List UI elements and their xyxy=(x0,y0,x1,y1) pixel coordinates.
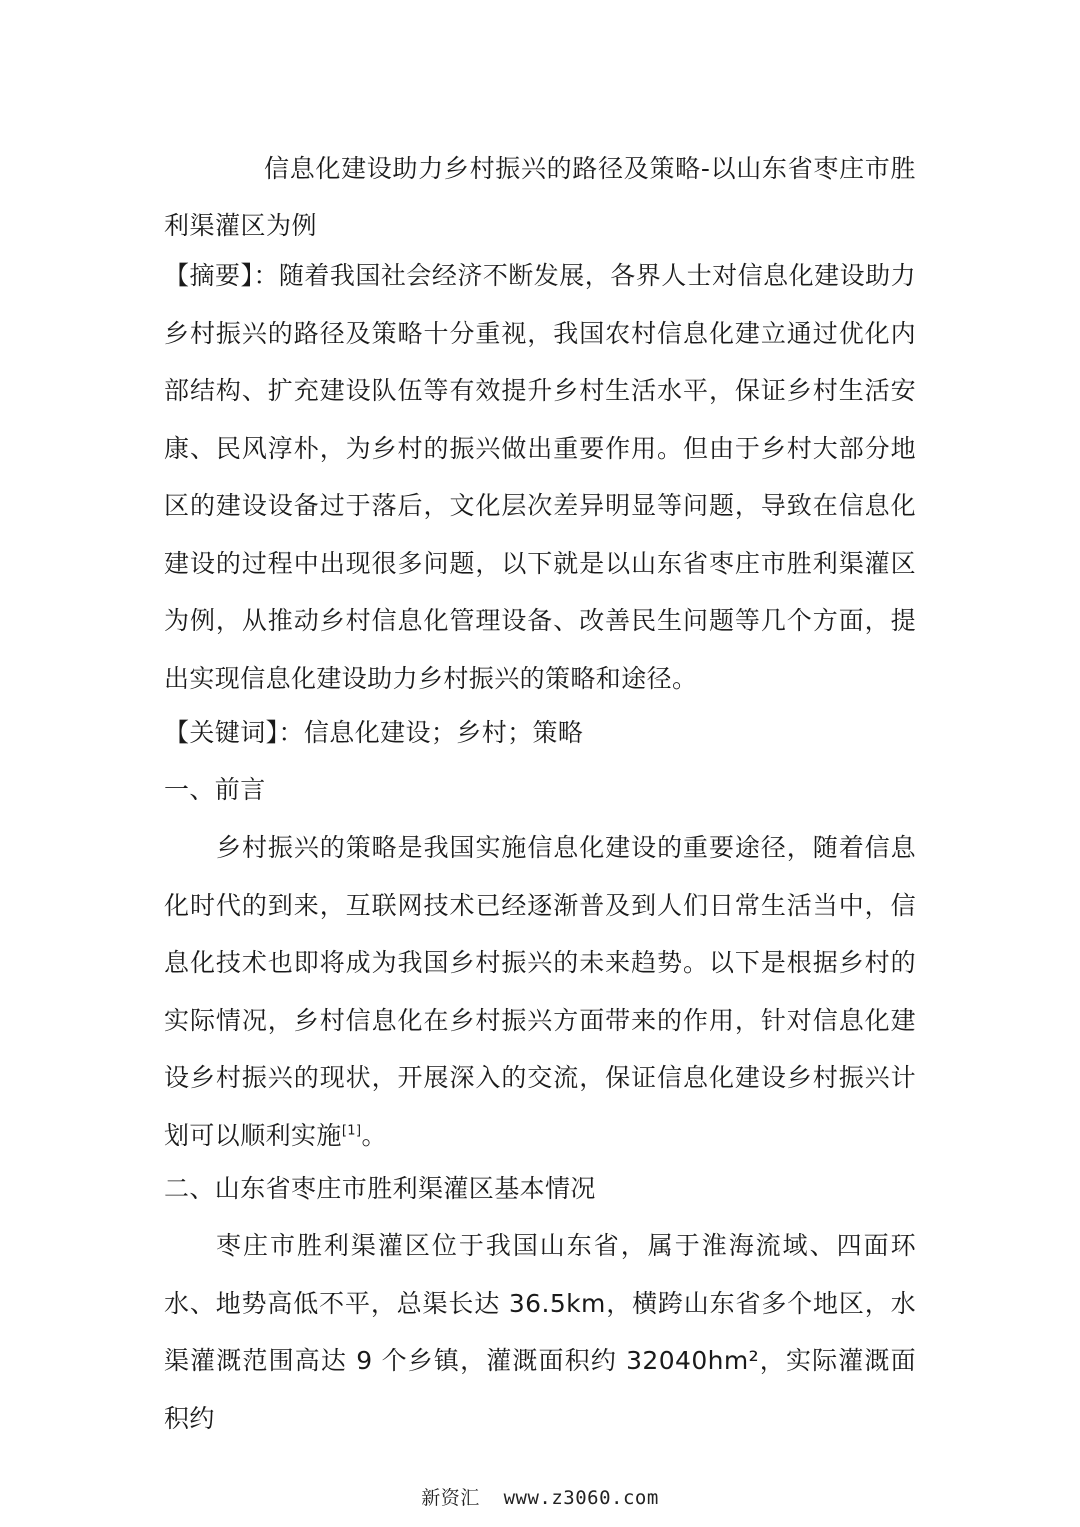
page-footer xyxy=(0,1483,1080,1510)
footer-brand: 新资汇 xyxy=(421,1487,480,1509)
basic-info-paragraph: 枣庄市胜利渠灌区位于我国山东省，属于淮海流域、四面环水、地势高低不平，总渠长达 36.5km，横跨山东省多个地区，水渠灌溉范围高达 9 个乡镇，灌溉面积约 32040hm²，实际灌溉面积约 xyxy=(164,1231,916,1433)
section-heading-basic-info: 二、山东省枣庄市胜利渠灌区基本情况 xyxy=(164,1174,596,1203)
footer-url[interactable]: www.z3060.com xyxy=(503,1487,659,1509)
preface-text: 乡村振兴的策略是我国实施信息化建设的重要途径，随着信息化时代的到来，互联网技术已经逐渐普及到人们日常生活当中，信息化技术也即将成为我国乡村振兴的未来趋势。以下是根据乡村的实际情况，乡村信息化在乡村振兴方面带来的作用，针对信息化建设乡村振兴的现状，开展深入的交流，保证信息化建设乡村振兴计划可以顺利实施 xyxy=(164,833,916,1150)
abstract-paragraph: 【摘要】：随着我国社会经济不断发展，各界人士对信息化建设助力乡村振兴的路径及策略十分重视，我国农村信息化建立通过优化内部结构、扩充建设队伍等有效提升乡村生活水平，保证乡村生活安康、民风淳朴，为乡村的振兴做出重要作用。但由于乡村大部分地区的建设设备过于落后，文化层次差异明显等问题，导致在信息化建设的过程中出现很多问题，以下就是以山东省枣庄市胜利渠灌区为例，从推动乡村信息化管理设备、改善民生问题等几个方面，提出实现信息化建设助力乡村振兴的策略和途径。 xyxy=(164,261,916,693)
keywords-line: 【关键词】：信息化建设；乡村；策略 xyxy=(164,718,584,747)
preface-paragraph xyxy=(164,819,916,1164)
section-heading-preface: 一、前言 xyxy=(164,775,266,804)
document-title: 信息化建设助力乡村振兴的路径及策略-以山东省枣庄市胜利渠灌区为例 xyxy=(164,154,916,240)
preface-end-punctuation: 。 xyxy=(361,1120,387,1150)
citation-marker: [1] xyxy=(341,1123,362,1139)
